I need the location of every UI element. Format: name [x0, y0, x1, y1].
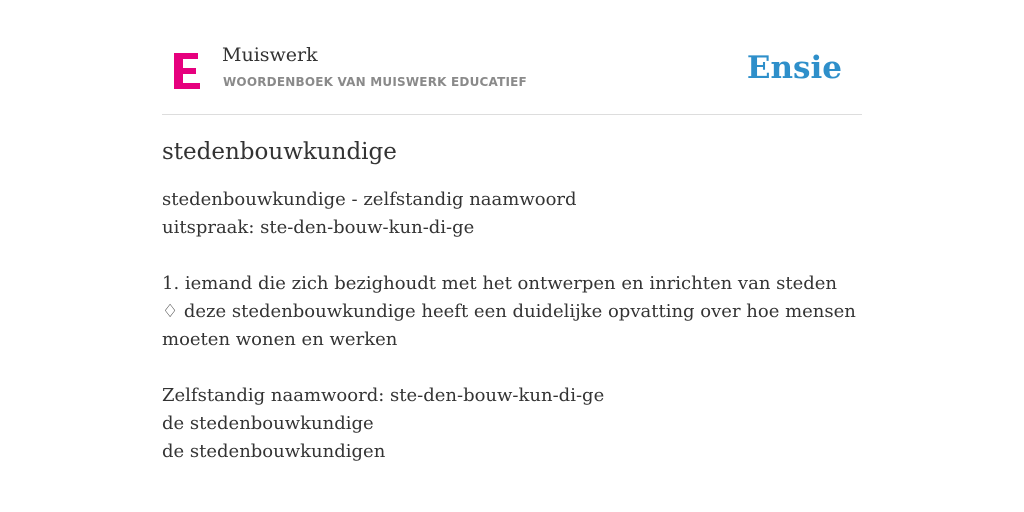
header: [162, 38, 862, 115]
spacer: [162, 354, 862, 382]
brand-subtitle: WOORDENBOEK VAN MUISWERK EDUCATIEF: [223, 75, 527, 89]
forms-heading: Zelfstandig naamwoord: ste-den-bouw-kun-di-ge: [162, 385, 605, 406]
spacer: [162, 242, 862, 270]
brand-name[interactable]: Muiswerk: [222, 44, 318, 66]
ensie-logo[interactable]: Ensie: [746, 50, 842, 86]
pronunciation-line: uitspraak: ste-den-bouw-kun-di-ge: [162, 217, 475, 238]
example-line-2: moeten wonen en werken: [162, 329, 398, 350]
entry-content: [162, 136, 862, 466]
muiswerk-e-icon[interactable]: [172, 52, 202, 90]
definition-line: 1. iemand die zich bezighoudt met het ontwerpen en inrichten van steden: [162, 273, 838, 294]
singular-form: de stedenbouwkundige: [162, 413, 374, 434]
part-of-speech-line: stedenbouwkundige - zelfstandig naamwoord: [162, 189, 577, 210]
plural-form: de stedenbouwkundigen: [162, 441, 386, 462]
entry-title: stedenbouwkundige: [162, 139, 397, 165]
example-line-1: ♢ deze stedenbouwkundige heeft een duidelijke opvatting over hoe mensen: [162, 301, 856, 322]
